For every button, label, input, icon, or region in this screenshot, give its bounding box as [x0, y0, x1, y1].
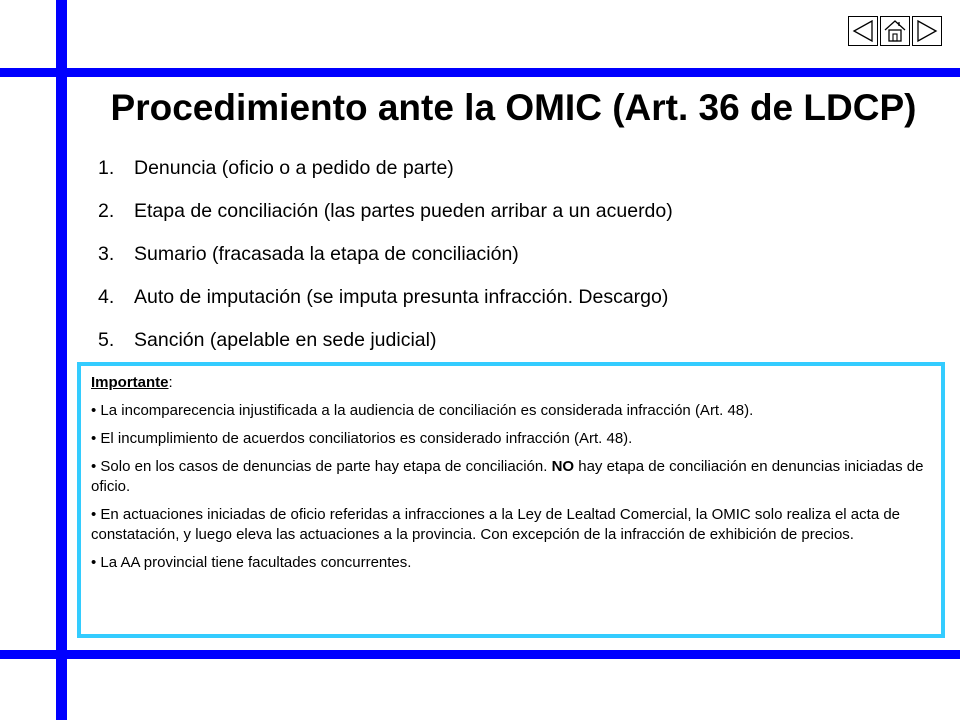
step-number: 5. — [98, 329, 115, 351]
next-slide-button[interactable] — [912, 16, 942, 46]
note-item: • La incomparecencia injustificada a la audiencia de conciliación es considerada infracción (Art. 48). — [91, 402, 754, 419]
step-text: Auto de imputación (se imputa presunta infracción. Descargo) — [134, 286, 669, 308]
step-item — [98, 276, 673, 319]
step-item — [98, 190, 673, 233]
previous-slide-button[interactable] — [848, 16, 878, 46]
step-text: Sumario (fracasada la etapa de conciliación) — [134, 243, 519, 265]
note-heading-label: Importante — [91, 374, 169, 391]
note-item: • En actuaciones iniciadas de oficio referidas a infracciones a la Ley de Lealtad Comercial, la OMIC solo realiza el acta de constatación, y luego eleva las actuaciones a la provincia. Con excepción de la infracción de exhibición de precios. — [91, 506, 901, 543]
procedure-steps — [98, 147, 673, 362]
frame-top-bar — [0, 68, 960, 77]
step-number: 3. — [98, 243, 115, 265]
step-text: Etapa de conciliación (las partes pueden arribar a un acuerdo) — [134, 200, 673, 222]
triangle-left-icon — [851, 19, 875, 43]
note-item-emphasis: NO — [551, 458, 575, 475]
frame-vertical-bar — [56, 0, 67, 720]
important-note-box — [77, 362, 945, 638]
step-item — [98, 147, 673, 190]
note-item: • El incumplimiento de acuerdos conciliatorios es considerado infracción (Art. 48). — [91, 430, 633, 447]
step-text: Sanción (apelable en sede judicial) — [134, 329, 437, 351]
note-item: • La AA provincial tiene facultades concurrentes. — [91, 554, 412, 571]
slide-title: Procedimiento ante la OMIC (Art. 36 de LDCP) — [110, 87, 917, 128]
step-item — [98, 233, 673, 276]
frame-bottom-bar — [0, 650, 960, 659]
step-number: 1. — [98, 157, 115, 179]
note-item — [91, 457, 933, 497]
step-text: Denuncia (oficio o a pedido de parte) — [134, 157, 454, 179]
triangle-right-icon — [915, 19, 939, 43]
note-heading — [91, 373, 933, 393]
step-number: 2. — [98, 200, 115, 222]
home-button[interactable] — [880, 16, 910, 46]
note-item-text: hay etapa de conciliación en denuncias iniciadas de oficio. — [91, 458, 924, 495]
home-icon — [883, 19, 907, 43]
step-number: 4. — [98, 286, 115, 308]
slide-navigation — [848, 16, 942, 46]
note-item-text: • Solo en los casos de denuncias de parte hay etapa de conciliación. — [91, 458, 552, 475]
step-item — [98, 319, 673, 362]
note-heading-colon: : — [168, 374, 173, 391]
